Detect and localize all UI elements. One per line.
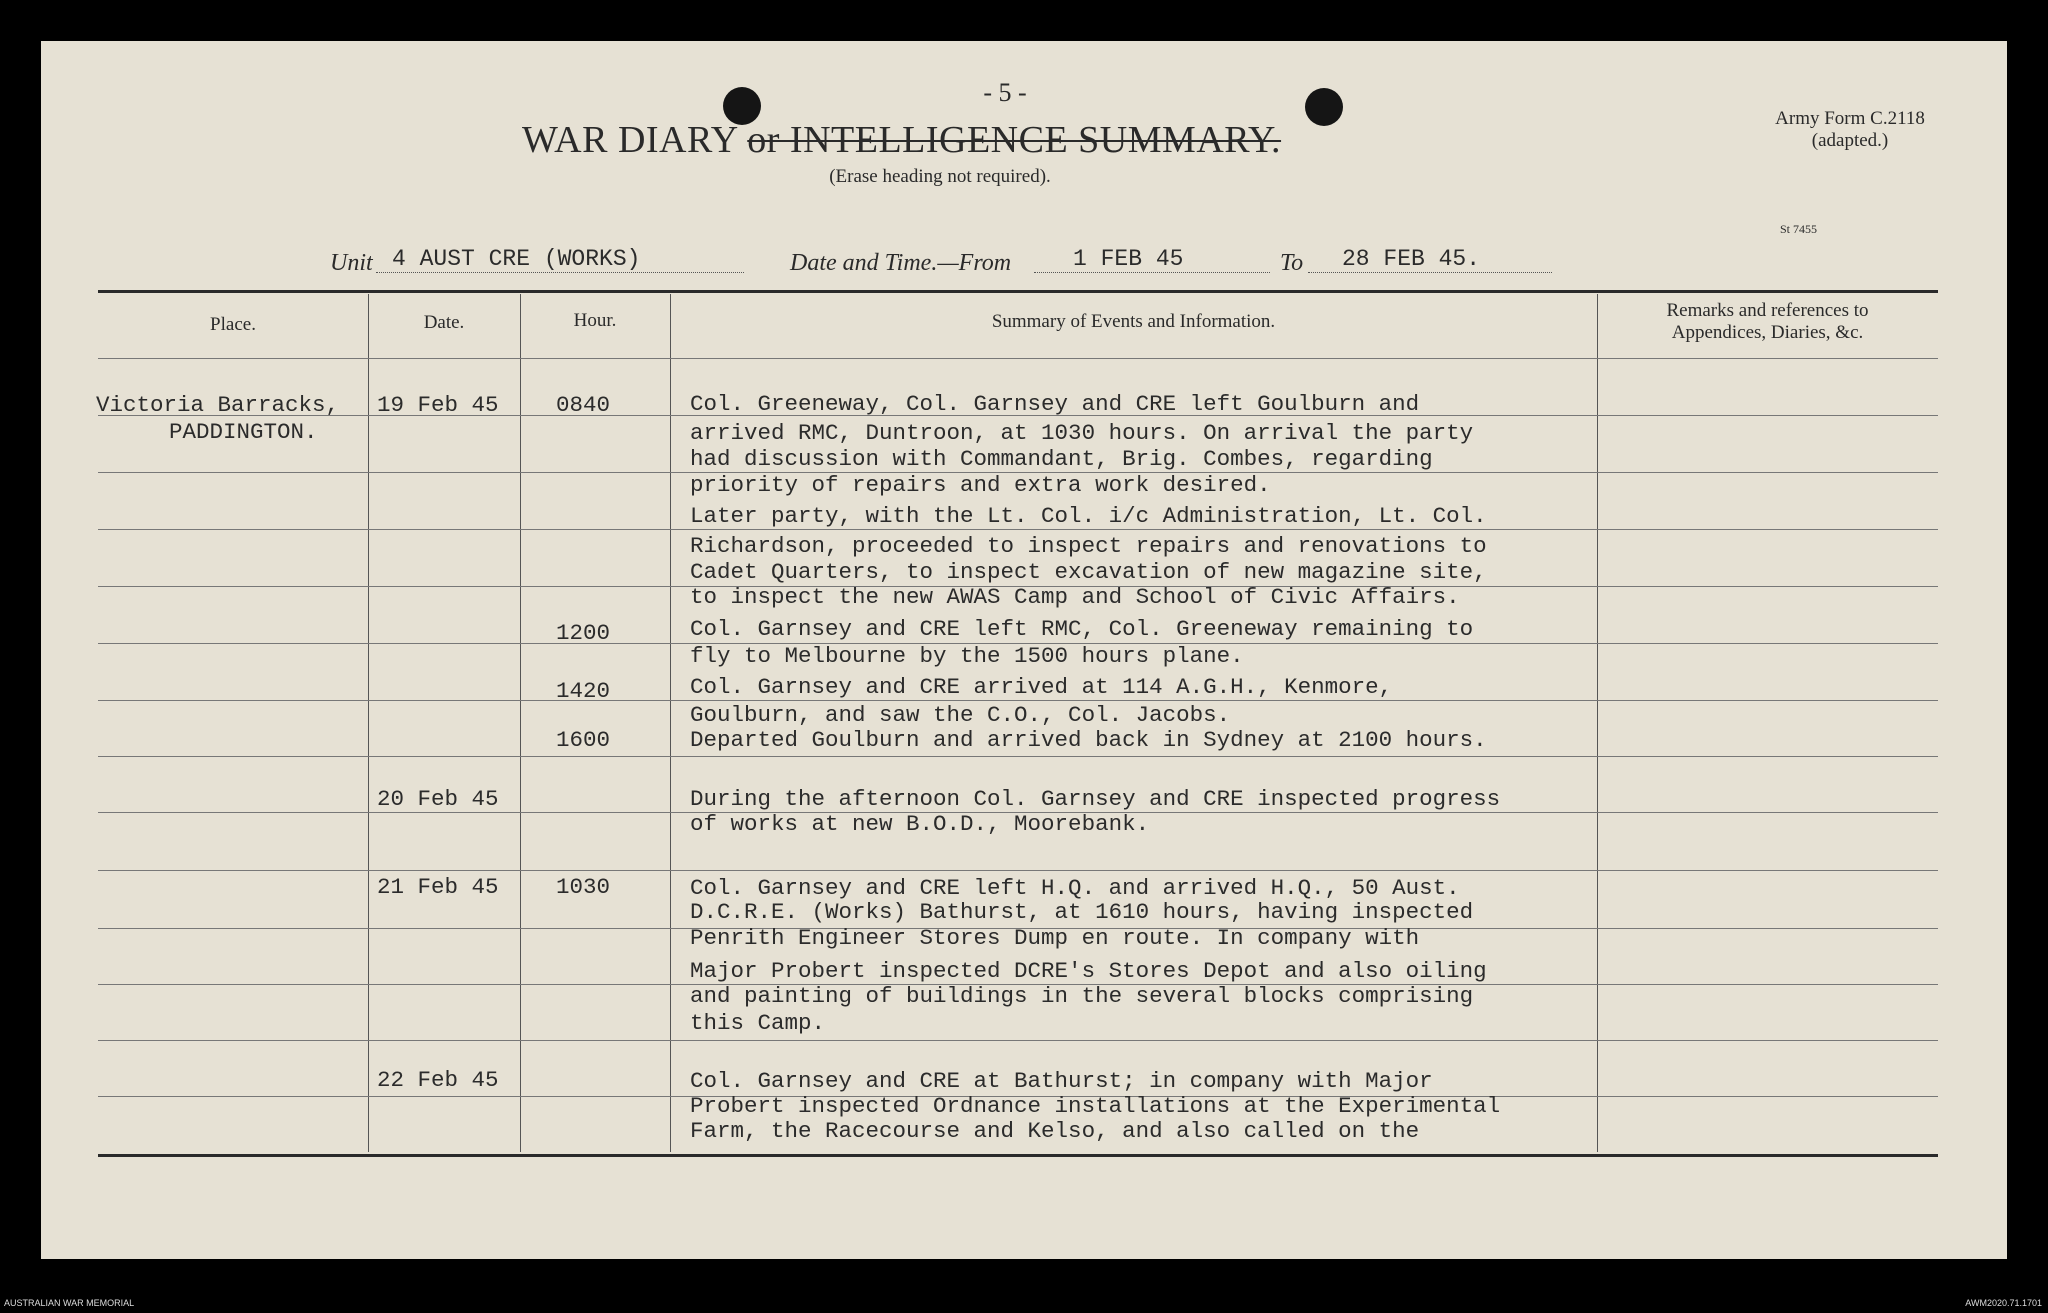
column-divider <box>1597 294 1598 1152</box>
punch-hole <box>1305 88 1343 126</box>
army-form-note: (adapted.) <box>1811 130 1889 151</box>
entry-hour: 0840 <box>556 392 611 418</box>
entry-date: 19 Feb 45 <box>377 392 499 418</box>
to-label: To <box>1280 250 1304 276</box>
archive-credit: AUSTRALIAN WAR MEMORIAL <box>4 1298 135 1308</box>
summary-line: to inspect the new AWAS Camp and School of Civic Affairs. <box>690 584 1460 610</box>
summary-line: Col. Garnsey and CRE at Bathurst; in company with Major <box>690 1068 1433 1094</box>
ruled-line <box>98 870 1938 871</box>
column-divider <box>368 294 369 1152</box>
summary-line: D.C.R.E. (Works) Bathurst, at 1610 hours, having inspected <box>690 899 1474 925</box>
form-title <box>522 118 1281 162</box>
summary-line: Col. Greeneway, Col. Garnsey and CRE left Goulburn and <box>690 391 1420 417</box>
entry-date: 22 Feb 45 <box>377 1067 499 1093</box>
place-line-1: Victoria Barracks, <box>96 392 340 418</box>
unit-label: Unit <box>330 250 373 276</box>
date-label: Date and Time.—From <box>790 250 1012 276</box>
unit-value: 4 AUST CRE (WORKS) <box>392 246 641 272</box>
ruled-line <box>98 529 1938 530</box>
summary-line: fly to Melbourne by the 1500 hours plane. <box>690 643 1244 669</box>
unit-dotline <box>376 272 744 273</box>
archive-reference: AWM2020.71.1701 <box>1965 1298 2042 1308</box>
summary-line: Farm, the Racecourse and Kelso, and also called on the <box>690 1118 1420 1144</box>
column-header-hour: Hour. <box>573 310 617 331</box>
title-war-diary: WAR DIARY <box>522 119 738 161</box>
column-header-remarks <box>1597 300 1938 344</box>
stock-code: St 7455 <box>1780 222 1818 236</box>
entry-date: 21 Feb 45 <box>377 874 499 900</box>
summary-line: During the afternoon Col. Garnsey and CRE inspected progress <box>690 786 1501 812</box>
ruled-line <box>98 1040 1938 1041</box>
title-struck-summary: or INTELLIGENCE SUMMARY. <box>747 119 1282 161</box>
ruled-line <box>98 756 1938 757</box>
summary-line: arrived RMC, Duntroon, at 1030 hours. On arrival the party <box>690 420 1474 446</box>
summary-line: Probert inspected Ordnance installations at the Experimental <box>690 1093 1501 1119</box>
remarks-header-line: Appendices, Diaries, &c. <box>1671 322 1864 343</box>
entry-date: 20 Feb 45 <box>377 786 499 812</box>
summary-line: had discussion with Commandant, Brig. Combes, regarding <box>690 446 1433 472</box>
summary-line: Richardson, proceeded to inspect repairs and renovations to <box>690 533 1487 559</box>
summary-line: this Camp. <box>690 1010 826 1036</box>
summary-line: Col. Garnsey and CRE arrived at 114 A.G.H., Kenmore, <box>690 674 1393 700</box>
summary-line: Later party, with the Lt. Col. i/c Administration, Lt. Col. <box>690 503 1487 529</box>
summary-line: Col. Garnsey and CRE left RMC, Col. Greeneway remaining to <box>690 616 1474 642</box>
header-divider <box>98 358 1938 359</box>
summary-line: Col. Garnsey and CRE left H.Q. and arrived H.Q., 50 Aust. <box>690 875 1460 901</box>
summary-line: priority of repairs and extra work desired. <box>690 472 1271 498</box>
summary-line: Goulburn, and saw the C.O., Col. Jacobs. <box>690 702 1231 728</box>
entry-hour: 1030 <box>556 874 611 900</box>
column-divider <box>520 294 521 1152</box>
summary-line: Cadet Quarters, to inspect excavation of new magazine site, <box>690 559 1487 585</box>
summary-line: Major Probert inspected DCRE's Stores Depot and also oiling <box>690 958 1487 984</box>
column-divider <box>670 294 671 1152</box>
summary-line: of works at new B.O.D., Moorebank. <box>690 811 1150 837</box>
ruled-line <box>98 700 1938 701</box>
place-line-2: PADDINGTON. <box>169 419 318 445</box>
date-from-dotline <box>1034 272 1270 273</box>
column-header-place: Place. <box>210 314 256 335</box>
erase-note: (Erase heading not required). <box>829 166 1051 187</box>
table-bottom-rule <box>98 1154 1938 1157</box>
summary-line: Penrith Engineer Stores Dump en route. In company with <box>690 925 1420 951</box>
entry-hour: 1420 <box>556 678 611 704</box>
date-to: 28 FEB 45. <box>1342 246 1481 272</box>
summary-line: Departed Goulburn and arrived back in Sydney at 2100 hours. <box>690 727 1487 753</box>
army-form-label <box>1720 108 1980 152</box>
column-header-date: Date. <box>423 312 465 333</box>
table-top-rule <box>98 290 1938 293</box>
date-to-dotline <box>1308 272 1552 273</box>
entry-hour: 1200 <box>556 620 611 646</box>
remarks-header-line: Remarks and references to <box>1666 300 1869 321</box>
entry-hour: 1600 <box>556 727 611 753</box>
summary-line: and painting of buildings in the several blocks comprising <box>690 983 1474 1009</box>
column-header-summary: Summary of Events and Information. <box>991 311 1276 332</box>
page-number: - 5 - <box>983 78 1027 107</box>
date-from: 1 FEB 45 <box>1073 246 1184 272</box>
army-form-number: Army Form C.2118 <box>1775 108 1925 129</box>
